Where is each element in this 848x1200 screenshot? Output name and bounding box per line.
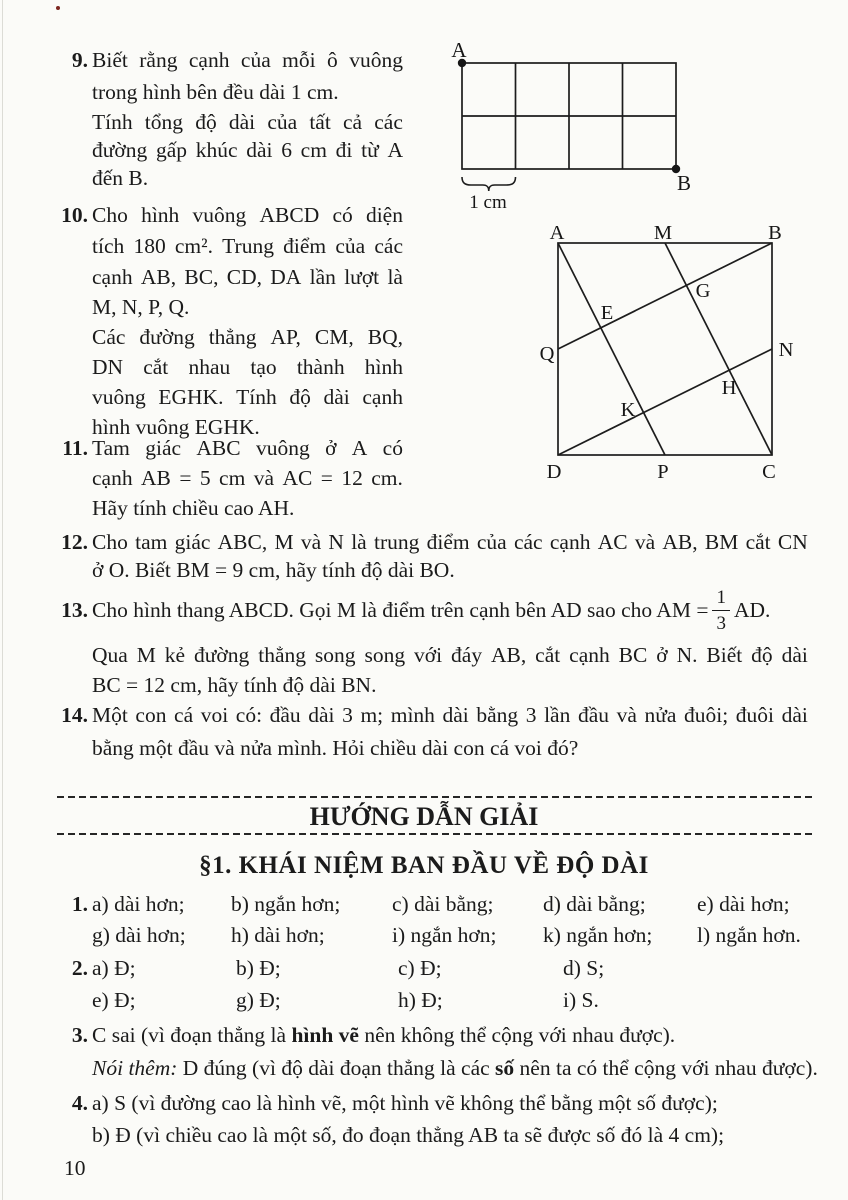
answer-2-cell: g) Đ;: [236, 988, 281, 1012]
answer-2-cell: d) S;: [563, 956, 605, 980]
answer-3-line: [92, 1021, 675, 1050]
problem-11-line: cạnh AB = 5 cm và AC = 12 cm.: [92, 466, 403, 490]
problem-9-line: đến B.: [92, 166, 149, 190]
problem-12-line: ở O. Biết BM = 9 cm, hãy tính độ dài BO.: [92, 558, 455, 582]
dashed-rule-top: [57, 796, 812, 798]
grid-unit-label: 1 cm: [469, 192, 507, 213]
problem-11-number: 11.: [62, 436, 88, 460]
answer-2-cell: a) Đ;: [92, 956, 136, 980]
problem-13-line-with-fraction: [92, 582, 770, 638]
problem-13-text-pre: Cho hình thang ABCD. Gọi M là điểm trên cạnh bên AD sao cho AM =: [92, 597, 709, 622]
problem-14-number: 14.: [61, 703, 88, 727]
square-label-h: H: [721, 377, 737, 399]
square-label-k: K: [620, 399, 636, 421]
square-label-p: P: [657, 461, 669, 483]
page-number: 10: [64, 1156, 86, 1180]
problem-10-line: hình vuông EGHK.: [92, 415, 260, 439]
problem-14-line: bằng một đầu và nửa mình. Hỏi chiều dài con cá voi đó?: [92, 736, 579, 760]
square-label-q: Q: [539, 343, 555, 365]
square-label-b: B: [768, 222, 782, 244]
square-label-c: C: [762, 461, 776, 483]
answer-4-line-b: b) Đ (vì chiều cao là một số, đo đoạn thẳng AB ta sẽ được số đó là 4 cm);: [92, 1123, 725, 1147]
problem-10-line: Các đường thẳng AP, CM, BQ,: [92, 325, 403, 349]
answer-4-number: 4.: [71, 1091, 88, 1115]
square-label-m: M: [653, 222, 673, 244]
problem-13-line: Qua M kẻ đường thẳng song song với đáy AB, cắt cạnh BC ở N. Biết độ dài: [92, 643, 808, 667]
problem-10-line: Cho hình vuông ABCD có diện: [92, 203, 403, 227]
problem-10-line: vuông EGHK. Tính độ dài cạnh: [92, 385, 403, 409]
square-figure: [533, 212, 805, 484]
problem-9-line: Tính tổng độ dài của tất cả các: [92, 110, 403, 134]
ink-speck: [56, 6, 60, 10]
problem-13-text-post: AD.: [733, 597, 771, 622]
problem-9-line: trong hình bên đều dài 1 cm.: [92, 80, 339, 104]
problem-9-line: đường gấp khúc dài 6 cm đi từ A: [92, 138, 403, 162]
answer-1-cell: e) dài hơn;: [697, 892, 790, 916]
answer-2-cell: c) Đ;: [398, 956, 442, 980]
grid-label-b: B: [676, 171, 692, 195]
square-label-e: E: [600, 302, 614, 324]
answer-3-note-post: nên ta có thể cộng với nhau được).: [514, 1056, 818, 1080]
problem-10-number: 10.: [61, 203, 88, 227]
answer-2-cell: h) Đ;: [398, 988, 443, 1012]
answer-4-line-a: a) S (vì đường cao là hình vẽ, một hình vẽ không thể bằng một số được);: [92, 1091, 718, 1115]
square-label-n: N: [778, 339, 794, 361]
answer-3-pre: C sai (vì đoạn thẳng là: [92, 1023, 292, 1047]
dashed-rule-bottom: [57, 833, 812, 835]
underbrace: [462, 177, 516, 191]
problem-9-line: Biết rằng cạnh của mỗi ô vuông: [92, 48, 403, 72]
page-edge-line: [2, 0, 3, 1200]
problem-12-line: Cho tam giác ABC, M và N là trung điểm của các cạnh AC và AB, BM cắt CN: [92, 530, 808, 554]
solutions-header: HƯỚNG DẪN GIẢI: [309, 802, 539, 831]
fraction-one-third: $\frac{1}{3}$: [712, 588, 730, 633]
answer-3-note-line: [92, 1054, 818, 1083]
answer-2-cell: e) Đ;: [92, 988, 136, 1012]
answer-1-cell: k) ngắn hơn;: [543, 923, 653, 947]
grid-figure: [438, 38, 698, 213]
problem-12-number: 12.: [61, 530, 88, 554]
square-label-g: G: [695, 280, 711, 302]
answer-1-cell: h) dài hơn;: [231, 923, 325, 947]
problem-14-line: Một con cá voi có: đầu dài 3 m; mình dài bằng 3 lần đầu và nửa đuôi; đuôi dài: [92, 703, 808, 727]
answer-1-cell: i) ngắn hơn;: [392, 923, 497, 947]
grid-label-a: A: [451, 38, 467, 62]
answer-2-cell: b) Đ;: [236, 956, 281, 980]
problem-10-line: DN cắt nhau tạo thành hình: [92, 355, 403, 379]
answer-1-cell: b) ngắn hơn;: [231, 892, 341, 916]
answer-3-bold: hình vẽ: [291, 1023, 359, 1047]
problem-10-line: cạnh AB, BC, CD, DA lần lượt là: [92, 265, 403, 289]
problem-13-number: 13.: [61, 598, 88, 622]
answer-1-number: 1.: [71, 892, 88, 916]
problem-10-line: M, N, P, Q.: [92, 295, 190, 319]
answer-3-post: nên không thể cộng với nhau được).: [358, 1023, 676, 1047]
square-label-a: A: [549, 222, 565, 244]
answer-1-cell: a) dài hơn;: [92, 892, 185, 916]
problem-10-line: tích 180 cm². Trung điểm của các: [92, 234, 403, 258]
answer-1-cell: d) dài bằng;: [543, 892, 646, 916]
problem-11-line: Hãy tính chiều cao AH.: [92, 496, 295, 520]
square-label-d: D: [546, 461, 562, 483]
answer-1-cell: c) dài bằng;: [392, 892, 494, 916]
problem-11-line: Tam giác ABC vuông ở A có: [92, 436, 403, 460]
answer-2-cell: i) S.: [563, 988, 599, 1012]
problem-9-number: 9.: [71, 48, 88, 72]
answer-3-note-bold: số: [495, 1056, 515, 1080]
answer-3-note-pre: D đúng (vì độ dài đoạn thẳng là các: [177, 1056, 496, 1080]
answer-1-cell: l) ngắn hơn.: [697, 923, 801, 947]
answer-3-number: 3.: [71, 1023, 88, 1047]
answer-2-number: 2.: [71, 956, 88, 980]
section-1-title: §1. KHÁI NIỆM BAN ĐẦU VỀ ĐỘ DÀI: [199, 852, 649, 879]
problem-13-line: BC = 12 cm, hãy tính độ dài BN.: [92, 673, 377, 697]
answer-3-note-label: Nói thêm:: [92, 1056, 178, 1080]
answer-1-cell: g) dài hơn;: [92, 923, 186, 947]
